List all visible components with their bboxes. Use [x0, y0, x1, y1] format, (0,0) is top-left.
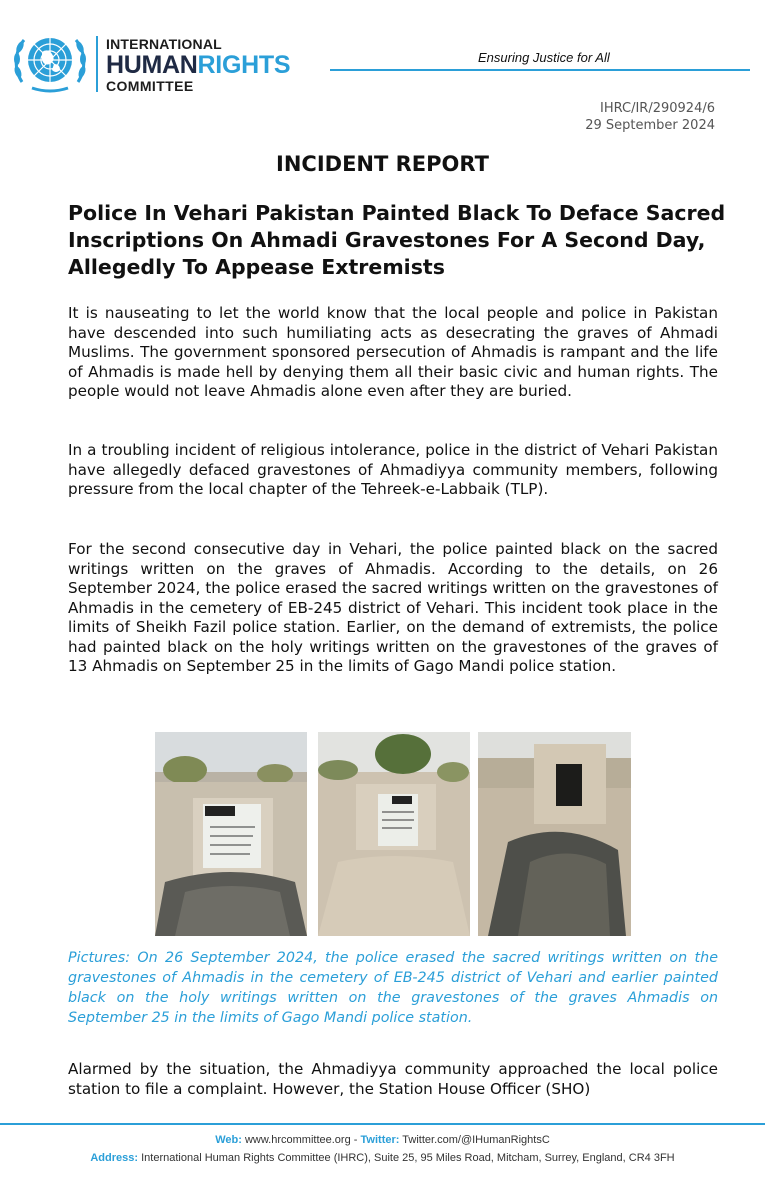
- paragraph-3: For the second consecutive day in Vehari, the police painted black on the sacred writings written on the graves of Ahmadis. According to the details, on 26 September 2024, the police erased the sacred writings written on the gravestones of Ahmadis in the cemetery of EB-245 district of Vehari. This incident took place in the limits of Sheikh Fazil police station. Earlier, on the demand of extremists, the police had painted black on the holy writings written on the gravestones of the graves of 13 Ahmadis on September 25 in the limits of Gago Mandi police station.: [68, 540, 718, 675]
- un-globe-logo-icon: [12, 32, 88, 94]
- reference-block: [585, 100, 715, 134]
- footer-twitter-label: Twitter:: [360, 1134, 400, 1146]
- footer-web-label: Web:: [215, 1134, 242, 1146]
- photo-caption: Pictures: On 26 September 2024, the police erased the sacred writings written on the gravestones of Ahmadis in the cemetery of EB-245 district of Vehari and earlier painted black on the holy writings written on the gravestones of the graves Ahmadis on September 25 in the limits of Gago Mandi police station.: [68, 950, 718, 1026]
- header-rule: [330, 69, 750, 71]
- gravestone-photo-3: [478, 732, 631, 936]
- footer-separator: -: [353, 1134, 358, 1146]
- org-name-human: HUMAN: [106, 51, 198, 79]
- report-title: INCIDENT REPORT: [276, 152, 489, 176]
- logo-divider: [96, 36, 98, 92]
- footer-address: International Human Rights Committee (IHRC), Suite 25, 95 Miles Road, Mitcham, Surrey, England, CR4 3FH: [141, 1152, 675, 1164]
- footer-web-line: [0, 1134, 765, 1146]
- org-name-line2: [106, 52, 290, 78]
- headline: Police In Vehari Pakistan Painted Black To Deface Sacred Inscriptions On Ahmadi Gravestones For A Second Day, Allegedly To Appease Extremists: [68, 201, 726, 279]
- gravestone-photo-1: [155, 732, 307, 936]
- footer-address-label: Address:: [90, 1152, 139, 1164]
- paragraph-1: It is nauseating to let the world know that the local people and police in Pakistan have descended into such humiliating acts as desecrating the graves of Ahmadi Muslims. The government sponsored persecution of Ahmadis is rampant and the life of Ahmadis is made hell by denying them all their basic civic and human rights. The people would not leave Ahmadis alone even after they are buried.: [68, 304, 718, 400]
- footer-address-line: [0, 1152, 765, 1164]
- org-name-line3: COMMITTEE: [106, 78, 194, 94]
- footer-rule: [0, 1123, 765, 1125]
- footer-web-link[interactable]: www.hrcommittee.org: [244, 1134, 351, 1146]
- tagline: Ensuring Justice for All: [478, 50, 610, 65]
- footer-twitter-link[interactable]: Twitter.com/@IHumanRightsC: [402, 1134, 550, 1146]
- org-name-rights: RIGHTS: [197, 51, 291, 79]
- paragraph-2: In a troubling incident of religious intolerance, police in the district of Vehari Pakistan have allegedly defaced gravestones of Ahmadiyya community members, following pressure from the local chapter of the Tehreek-e-Labbaik (TLP).: [68, 441, 718, 498]
- org-name-line1: INTERNATIONAL: [106, 36, 222, 52]
- reference-date: 29 September 2024: [585, 118, 715, 133]
- paragraph-4: Alarmed by the situation, the Ahmadiyya community approached the local police station to file a complaint. However, the Station House Officer (SHO): [68, 1060, 718, 1098]
- reference-code: IHRC/IR/290924/6: [600, 101, 715, 116]
- org-logo-text: [106, 36, 290, 94]
- gravestone-photo-2: [318, 732, 470, 936]
